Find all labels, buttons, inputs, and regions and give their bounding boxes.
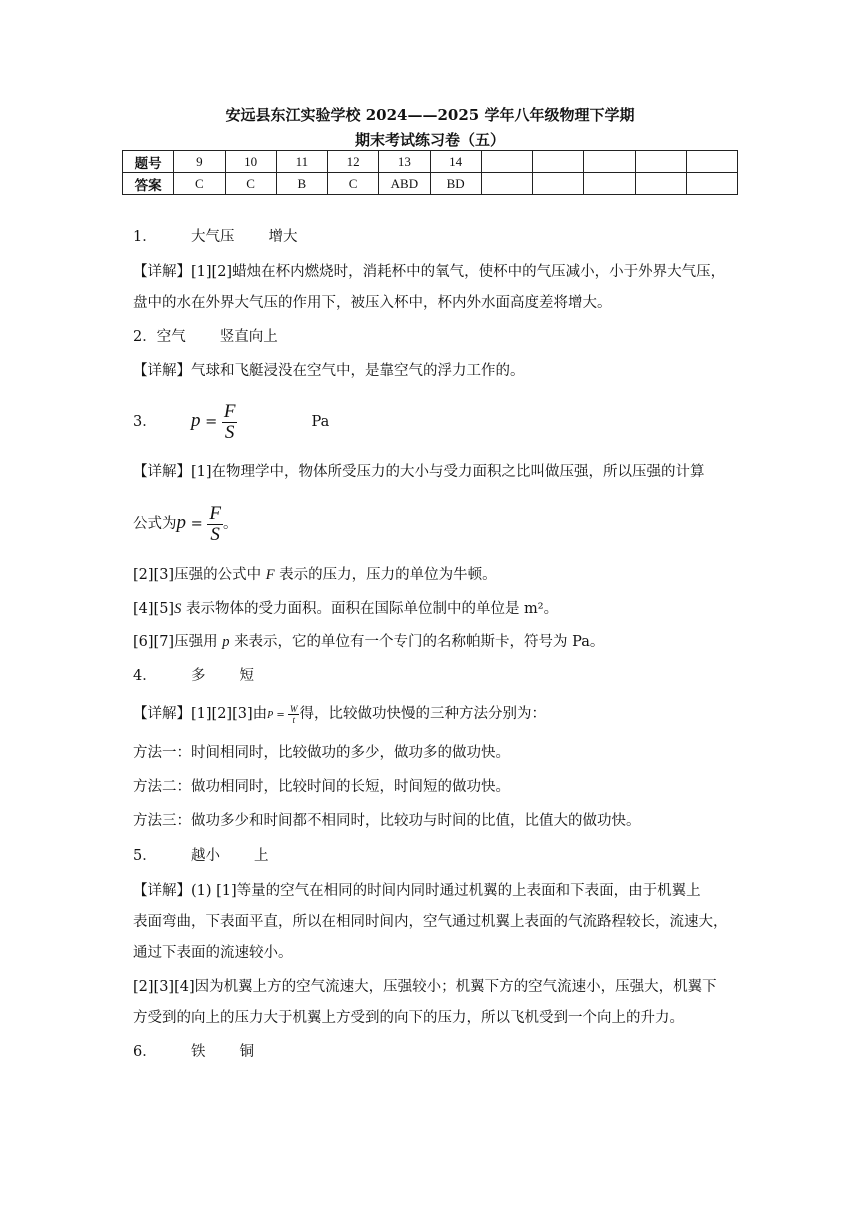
question-number: 2．空气: [133, 329, 186, 345]
formula-denominator: t: [292, 714, 295, 725]
q3-detail-line: [133, 599, 558, 619]
table-row: [123, 151, 738, 173]
table-cell: [635, 173, 686, 195]
detail-text: 得，比较做功快慢的三种方法分别为：: [299, 706, 546, 722]
formula-numerator: W: [289, 703, 298, 714]
q1-answer-line: [133, 227, 298, 247]
formula-fraction: [207, 504, 223, 545]
detail-text: [6][7]压强用: [133, 634, 218, 650]
formula-p: p: [176, 512, 186, 533]
formula-p: p: [191, 410, 201, 431]
answer-blank-2: Pa: [311, 414, 330, 430]
page-subtitle: 期末考试练习卷（五）: [354, 131, 505, 149]
q2-answer-line: [133, 327, 278, 347]
detail-text: 来表示，它的单位有一个专门的名称帕斯卡，符号为 Pa。: [234, 634, 605, 650]
answer-blank-2: 增大: [268, 229, 298, 245]
answer-table: [122, 150, 738, 195]
detail-text: 。: [222, 516, 238, 532]
question-number: 3．: [133, 414, 157, 430]
table-cell: 10: [225, 151, 276, 173]
detail-text: 表示物体的受力面积。面积在国际单位制中的单位是 m²。: [185, 601, 559, 617]
formula-fraction: [222, 402, 238, 443]
q2-detail-line: 【详解】气球和飞艇浸没在空气中，是靠空气的浮力工作的。: [133, 363, 525, 379]
q5-detail-line: 表面弯曲，下表面平直，所以在相同时间内，空气通过机翼上表面的气流路程较长，流速大，: [133, 914, 728, 930]
detail-symbol: S: [174, 601, 182, 617]
q1-detail-line: 【详解】[1][2]蜡烛在杯内燃烧时，消耗杯中的氧气，使杯中的气压减小，小于外界大气压，: [133, 264, 726, 280]
table-cell: [584, 151, 635, 173]
table-cell: 11: [276, 151, 327, 173]
q4-method-line: 方法三：做功多少和时间都不相同时，比较功与时间的比值，比值大的做功快。: [133, 813, 641, 829]
table-cell: C: [328, 173, 379, 195]
question-number: 5．: [133, 848, 157, 864]
q3-answer-line: [133, 398, 329, 445]
q3-detail-formula-line: [133, 500, 237, 547]
q5-answer-line: [133, 846, 269, 866]
table-cell: BD: [430, 173, 481, 195]
q4-method-line: 方法一：时间相同时，比较做功的多少，做功多的做功快。: [133, 745, 510, 761]
answer-blank-1: 大气压: [191, 229, 235, 245]
formula-numerator: F: [223, 400, 236, 422]
table-cell: ABD: [379, 173, 430, 195]
table-cell: 12: [328, 151, 379, 173]
q4-detail-formula-line: 【详解】[1][2][3]由P = $\frac{W}{t}$ 得，比较做功快慢的三种方法分别为：: [133, 703, 546, 725]
answer-blank-1: 铁: [191, 1044, 206, 1060]
q4-answer-line: [133, 666, 254, 686]
formula-equals: =: [200, 414, 222, 430]
table-cell: [635, 151, 686, 173]
formula-p: P: [267, 710, 274, 721]
formula-denominator: S: [210, 523, 220, 545]
table-cell: C: [174, 173, 225, 195]
answer-blank-2: 铜: [239, 1044, 254, 1060]
table-cell: 9: [174, 151, 225, 173]
table-cell: [686, 173, 737, 195]
detail-symbol: p: [222, 634, 230, 650]
table-cell: [481, 173, 532, 195]
formula-numerator: F: [209, 502, 221, 524]
q5-detail-line: 通过下表面的流速较小。: [133, 945, 293, 961]
answer-blank-2: 短: [239, 668, 254, 684]
question-number: 1．: [133, 229, 157, 245]
detail-symbol: F: [265, 567, 275, 583]
table-row: [123, 173, 738, 195]
answer-blank-2: 上: [254, 848, 269, 864]
formula-fraction: [288, 704, 300, 725]
table-cell: [533, 173, 584, 195]
table-cell: [584, 173, 635, 195]
table-cell: 题号: [123, 151, 174, 173]
formula-denominator: S: [224, 421, 235, 443]
table-cell: [686, 151, 737, 173]
detail-text: 【详解】[1][2][3]由: [133, 706, 268, 722]
table-cell: 答案: [123, 173, 174, 195]
q6-answer-line: [133, 1042, 254, 1062]
page-title: 安远县东江实验学校 2024——2025 学年八年级物理下学期: [225, 106, 635, 124]
question-number: 6．: [133, 1044, 157, 1060]
table-cell: 14: [430, 151, 481, 173]
table-cell: 13: [379, 151, 430, 173]
q5-detail-line: [2][3][4]因为机翼上方的空气流速大，压强较小；机翼下方的空气流速小，压强大，机翼下: [133, 979, 717, 995]
q3-detail-line: [133, 632, 604, 652]
table-cell: C: [225, 173, 276, 195]
q4-method-line: 方法二：做功相同时，比较时间的长短，时间短的做功快。: [133, 779, 510, 795]
detail-text: [2][3]压强的公式中: [133, 567, 262, 583]
q3-detail-line: [133, 565, 497, 585]
q3-detail-line: 【详解】[1]在物理学中，物体所受压力的大小与受力面积之比叫做压强，所以压强的计算: [133, 464, 705, 480]
detail-text: 公式为: [133, 516, 177, 532]
detail-text: [4][5]: [133, 601, 175, 617]
table-cell: [481, 151, 532, 173]
question-number: 4．: [133, 668, 157, 684]
answer-blank-2: 竖直向上: [219, 329, 278, 345]
table-cell: B: [276, 173, 327, 195]
q5-detail-line: 【详解】(1) [1]等量的空气在相同的时间内同时通过机翼的上表面和下表面，由于机翼上: [133, 883, 701, 899]
answer-blank-1: 越小: [191, 848, 220, 864]
answer-blank-1: 多: [191, 668, 206, 684]
table-cell: [533, 151, 584, 173]
q1-detail-line: 盘中的水在外界大气压的作用下，被压入杯中，杯内外水面高度差将增大。: [133, 295, 612, 311]
detail-text: 表示的压力，压力的单位为牛顿。: [279, 567, 497, 583]
q5-detail-line: 方受到的向上的压力大于机翼上方受到的向下的压力，所以飞机受到一个向上的升力。: [133, 1010, 684, 1026]
formula-equals: =: [186, 516, 208, 532]
